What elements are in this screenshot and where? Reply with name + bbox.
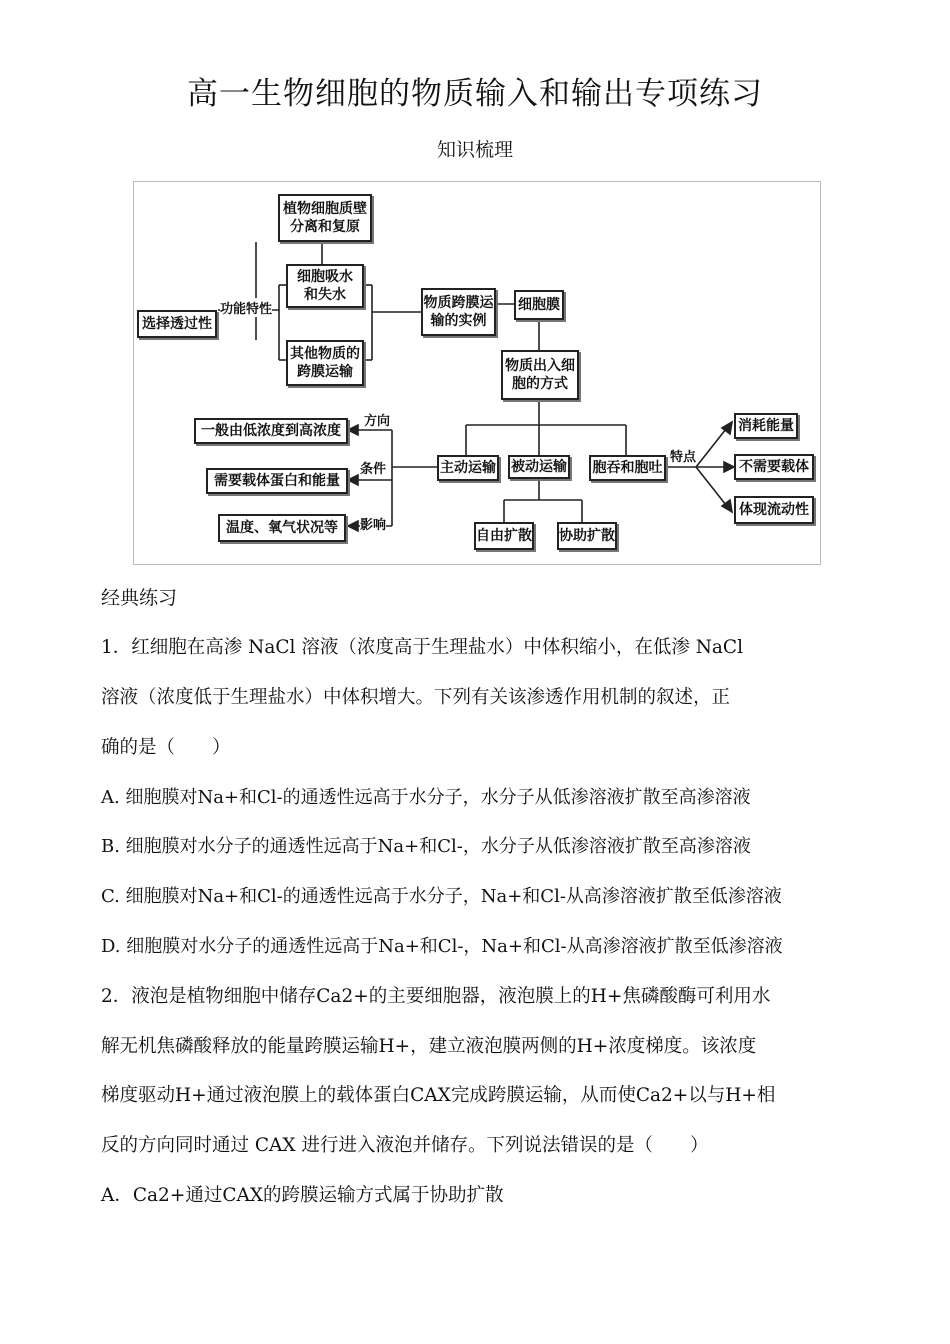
label-features: 特点 [670, 446, 696, 465]
box-low-to-high: 一般由低浓度到高浓度 [194, 418, 348, 444]
q2-line4: 反的方向同时通过 CAX 进行进入液泡并储存。下列说法错误的是（ ） [101, 1135, 709, 1156]
box-selective-permeability: 选择透过性 [137, 310, 217, 338]
box-active-transport: 主动运输 [437, 455, 499, 481]
box-endo-exocytosis: 胞吞和胞吐 [589, 455, 666, 481]
q2-line2: 解无机焦磷酸释放的能量跨膜运输H+，建立液泡膜两侧的H+浓度梯度。该浓度 [101, 1036, 757, 1057]
q1-line3: 确的是（ ） [101, 737, 231, 758]
box-absorb-water: 细胞吸水 和失水 [286, 264, 364, 308]
label-direction: 方向 [364, 410, 390, 429]
concept-diagram [133, 181, 821, 565]
label-function: 功能特性 [220, 298, 272, 317]
box-cell-membrane: 细胞膜 [514, 290, 564, 320]
q1-option-c: C. 细胞膜对Na+和Cl-的通透性远高于水分子，Na+和Cl-从高渗溶液扩散至低渗溶液 [101, 886, 782, 907]
label-influence: 影响 [360, 514, 386, 533]
page-title: 高一生物细胞的物质输入和输出专项练习 [187, 76, 763, 112]
q1-line2: 溶液（浓度低于生理盐水）中体积增大。下列有关该渗透作用机制的叙述，正 [101, 687, 731, 708]
box-no-carrier: 不需要载体 [734, 454, 814, 480]
box-plasmolysis: 植物细胞质壁 分离和复原 [278, 194, 372, 242]
box-transport-ways: 物质出入细 胞的方式 [501, 350, 579, 400]
q1-option-a: A. 细胞膜对Na+和Cl-的通透性远高于水分子，水分子从低渗溶液扩散至高渗溶液 [101, 787, 751, 808]
box-free-diffusion: 自由扩散 [474, 522, 534, 550]
box-consume-energy: 消耗能量 [734, 413, 798, 439]
section-title: 经典练习 [101, 587, 178, 609]
box-passive-transport: 被动运输 [508, 455, 570, 479]
box-other-substances: 其他物质的 跨膜运输 [286, 340, 364, 386]
q1-line1: 1．红细胞在高渗 NaCl 溶液（浓度高于生理盐水）中体积缩小，在低渗 NaCl [101, 637, 743, 658]
box-facilitated-diffusion: 协助扩散 [557, 522, 617, 550]
box-fluidity: 体现流动性 [734, 496, 814, 524]
box-temp-oxygen: 温度、氧气状况等 [218, 514, 346, 542]
q1-option-d: D. 细胞膜对水分子的通透性远高于Na+和Cl-，Na+和Cl-从高渗溶液扩散至低渗溶液 [101, 936, 783, 957]
section-subtitle: 知识梳理 [436, 139, 513, 161]
box-transport-examples: 物质跨膜运 输的实例 [421, 288, 496, 336]
q2-option-a: A．Ca2+通过CAX的跨膜运输方式属于协助扩散 [101, 1185, 504, 1206]
q1-option-b: B. 细胞膜对水分子的通透性远高于Na+和Cl-，水分子从低渗溶液扩散至高渗溶液 [101, 836, 751, 857]
q2-line3: 梯度驱动H+通过液泡膜上的载体蛋白CAX完成跨膜运输，从而使Ca2+以与H+相 [101, 1085, 776, 1106]
diagram-connectors [134, 182, 822, 566]
q2-line1: 2．液泡是植物细胞中储存Ca2+的主要细胞器，液泡膜上的H+焦磷酸酶可利用水 [101, 986, 771, 1007]
box-carrier-energy: 需要载体蛋白和能量 [206, 468, 348, 494]
label-condition: 条件 [360, 458, 386, 477]
